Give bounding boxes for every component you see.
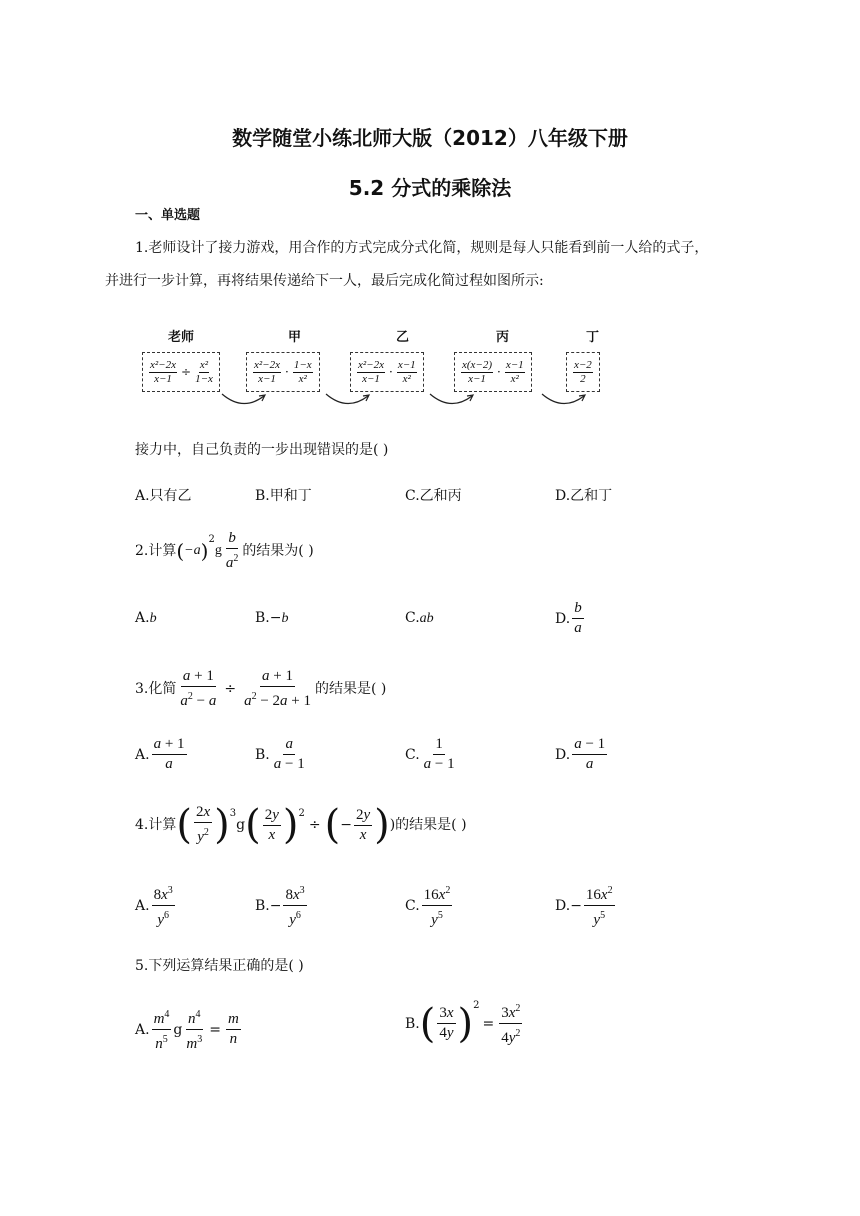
q5-option-a[interactable]: A. $\frac{m^4}{n^5}$ g $\frac{n^4}{m^3}$ = $\frac{m}{n}$	[135, 1006, 243, 1053]
q2-option-d[interactable]: D. $\frac{b}{a}$	[555, 600, 582, 636]
relay-box-ding: x−2 2	[566, 352, 600, 392]
q1-option-a[interactable]: A.只有乙	[135, 488, 192, 504]
relay-figure	[138, 320, 618, 410]
q5-text: 5.下列运算结果正确的是( )	[135, 958, 304, 974]
q2-option-b[interactable]: B.−b	[255, 610, 289, 626]
q2-text: 2.计算 ( −a ) $^2$ g $\frac{b}{a^2}$ 的结果为( )	[135, 530, 314, 571]
q1-text-line1: 1.老师设计了接力游戏，用合作的方式完成分式化简，规则是每人只能看到前一人给的式子，	[135, 240, 709, 256]
relay-box-teacher: $\frac{\text{x²−2x}}{x-1}$ ÷ $\frac{\text{x²}}{1-x}$	[142, 352, 220, 392]
q1-prompt: 接力中，自己负责的一步出现错误的是( )	[135, 442, 389, 458]
relay-label-ding: 丁	[586, 330, 600, 345]
page-subtitle: 5.2 分式的乘除法	[348, 176, 512, 200]
q2-option-a[interactable]: A.b	[135, 610, 157, 626]
q3-option-a[interactable]: A. $\frac{a + 1}{a}$	[135, 736, 185, 772]
q1-option-b[interactable]: B.甲和丁	[255, 488, 312, 504]
q3-text: 3.化简 $\frac{a + 1}{a^2 - a}$ ÷ $\frac{a + 1}{a^2 - 2a + 1}$ 的结果是( )	[135, 668, 387, 709]
relay-label-yi: 乙	[396, 330, 410, 345]
q3-option-b[interactable]: B. $\frac{a}{a - 1}$	[255, 736, 305, 772]
q4-option-c[interactable]: C. $\frac{16x^2}{y^5}$	[405, 882, 454, 929]
q5-option-b[interactable]: B. ( $\frac{3x}{4y}$ ) $^2$ = $\frac{3x^2}{4y^2}$	[405, 1000, 521, 1047]
q1-option-c[interactable]: C.乙和丙	[405, 488, 462, 504]
relay-box-jia: x²−2x x−1 · 1−x x²	[246, 352, 320, 392]
q3-option-d[interactable]: D. $\frac{a - 1}{a}$	[555, 736, 606, 772]
q4-option-b[interactable]: B. − $\frac{8x^3}{y^6}$	[255, 882, 309, 929]
q3-option-c[interactable]: C. $\frac{1}{a - 1}$	[405, 736, 455, 772]
relay-label-bing: 丙	[496, 330, 510, 345]
relay-label-jia: 甲	[288, 330, 302, 345]
relay-arrows	[138, 388, 618, 412]
relay-label-teacher: 老师	[168, 330, 195, 345]
q2-option-c[interactable]: C.ab	[405, 610, 434, 626]
q1-option-d[interactable]: D.乙和丁	[555, 488, 613, 504]
q4-option-a[interactable]: A. $\frac{8x^3}{y^6}$	[135, 882, 177, 929]
q4-option-d[interactable]: D. − $\frac{16x^2}{y^5}$	[555, 882, 617, 929]
q4-text: 4.计算 ( $\frac{2x}{y^2}$ ) $^3$ g ( $\frac{2y}{x}$ ) $^2$ ÷ ( − $\frac{2y}{x}$ ) )的结果是( )	[135, 802, 467, 848]
q1-text-line2: 并进行一步计算，再将结果传递给下一人，最后完成化简过程如图所示:	[105, 273, 544, 289]
relay-box-yi: x²−2x x−1 · x−1 x²	[350, 352, 424, 392]
page-title: 数学随堂小练北师大版（2012）八年级下册	[232, 126, 628, 150]
relay-box-bing: x(x−2) x−1 · x−1 x²	[454, 352, 532, 392]
section-heading: 一、单选题	[135, 208, 201, 223]
